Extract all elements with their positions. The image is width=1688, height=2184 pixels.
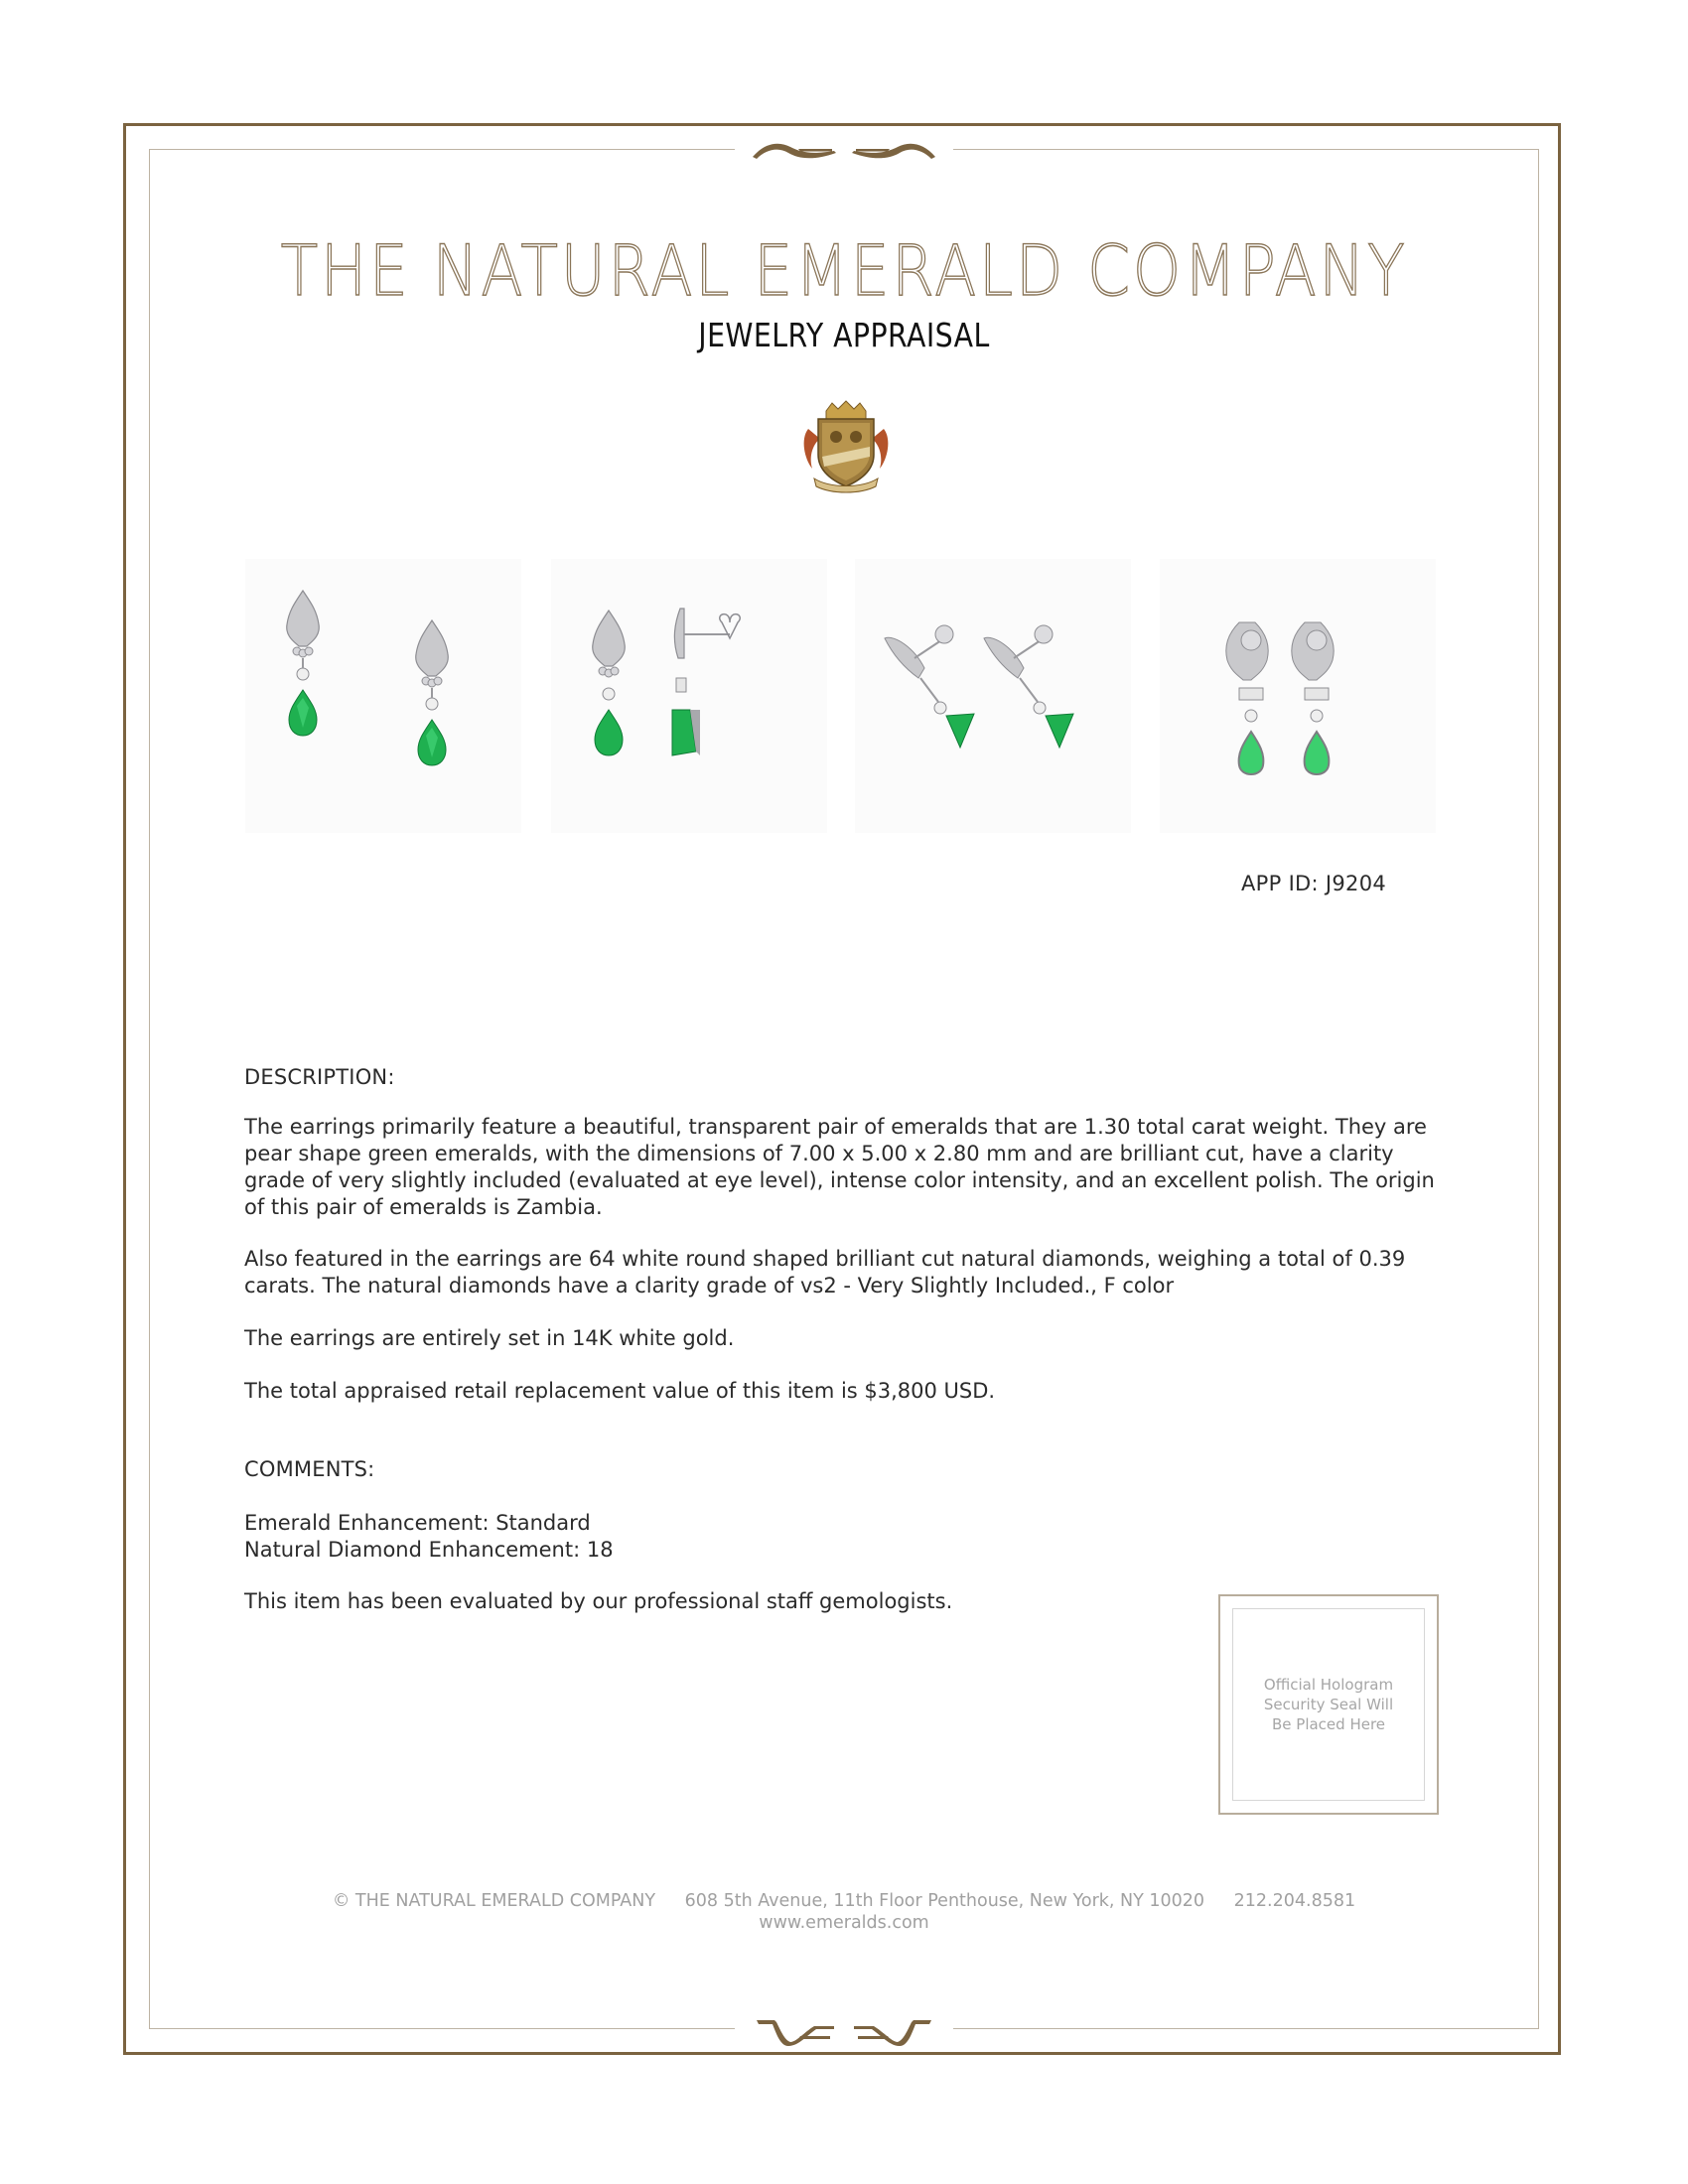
hologram-seal-placeholder: [1218, 1594, 1439, 1815]
evaluation-note: This item has been evaluated by our professional staff gemologists.: [244, 1589, 953, 1613]
footer-address: 608 5th Avenue, 11th Floor Penthouse, New York, NY 10020: [684, 1891, 1205, 1911]
description-emeralds: The earrings primarily feature a beautiful, transparent pair of emeralds that are 1.30 total carat weight. They are pear shape green emeralds, with the dimensions of 7.00 x 5.00 x 2.80 mm and are brilliant cut, have a clarity grade of very slightly included (evaluated at eye level), intense color intensity, and an excellent polish. The origin of this pair of emeralds is Zambia.: [244, 1115, 1435, 1219]
appraisal-id: APP ID: J9204: [1241, 872, 1387, 895]
description-diamonds: Also featured in the earrings are 64 white round shaped brilliant cut natural diamonds, weighing a total of 0.39 carats. The natural diamonds have a clarity grade of vs2 - Very Slightly Included., F color: [244, 1247, 1406, 1297]
document-title: JEWELRY APPRAISAL: [698, 316, 990, 354]
diamond-enhancement: Natural Diamond Enhancement: 18: [244, 1538, 614, 1562]
hologram-seal-text: Official Hologram Security Seal Will Be Placed Here: [1263, 1676, 1394, 1733]
description-metal: The earrings are entirely set in 14K white gold.: [244, 1326, 735, 1350]
product-photo-gallery: [245, 559, 1437, 833]
company-crest-icon: [800, 399, 892, 494]
earring-right: [416, 620, 449, 765]
footer-copyright: © THE NATURAL EMERALD COMPANY: [332, 1891, 656, 1911]
description-metal-wrap: [244, 1325, 1456, 1352]
description-value-wrap: [244, 1378, 1456, 1405]
photo-earrings-front-side[interactable]: [551, 559, 827, 833]
footer-website-link[interactable]: www.emeralds.com: [759, 1913, 929, 1933]
company-name: THE NATURAL EMERALD COMPANY: [280, 230, 1408, 312]
photo-earrings-back[interactable]: [1160, 559, 1436, 833]
hologram-seal-inner: [1232, 1608, 1425, 1801]
earring-left: [287, 591, 320, 736]
comments-list: [244, 1510, 1456, 1564]
photo-earrings-angled[interactable]: [855, 559, 1131, 833]
comments-heading: COMMENTS:: [244, 1457, 375, 1481]
top-flourish-ornament-icon: [735, 131, 953, 167]
bottom-flourish-ornament-icon: [735, 2012, 953, 2048]
footer: [0, 1890, 1688, 1934]
description-body: [244, 1114, 1456, 1221]
description-diamonds-wrap: [244, 1246, 1456, 1299]
description-heading: DESCRIPTION:: [244, 1065, 395, 1089]
photo-earrings-front[interactable]: [245, 559, 521, 833]
footer-phone: 212.204.8581: [1233, 1891, 1356, 1911]
description-value: The total appraised retail replacement value of this item is $3,800 USD.: [244, 1379, 996, 1403]
emerald-enhancement: Emerald Enhancement: Standard: [244, 1511, 591, 1535]
